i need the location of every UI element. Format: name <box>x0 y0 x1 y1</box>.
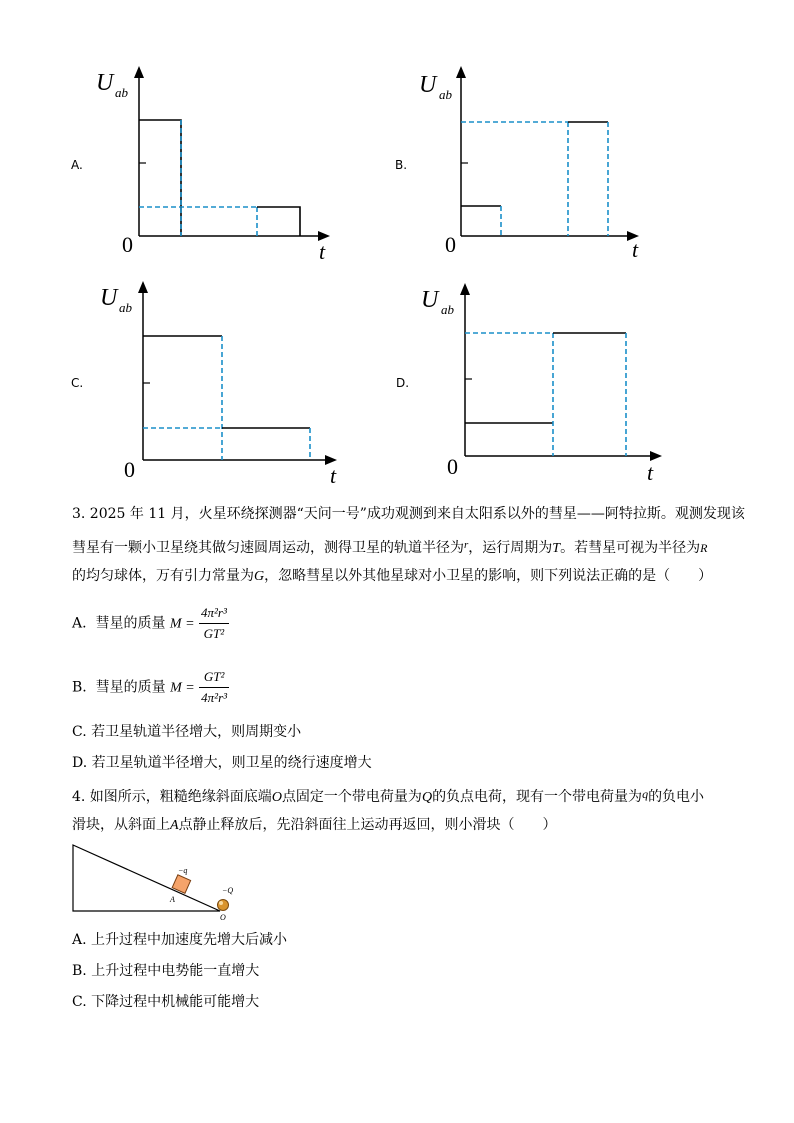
q4-option-b[interactable]: B. 上升过程中电势能一直增大 <box>72 963 260 979</box>
q3-option-a[interactable]: A. 彗星的质量 M = $\frac{\text{4π²r³}}{\text{GT²}}$ <box>72 603 229 644</box>
point-o-label: O <box>220 913 226 922</box>
fixed-charge-highlight <box>219 901 223 905</box>
y-axis-arrow <box>138 281 148 293</box>
graph-d <box>417 275 677 490</box>
origin-label: 0 <box>447 454 458 479</box>
origin-label: 0 <box>124 457 135 482</box>
origin-label: 0 <box>122 232 133 257</box>
q3-line-3: 的均匀球体，万有引力常量为G，忽略彗星以外其他星球对小卫星的影响，则下列说法正确的是（ ） <box>72 568 713 584</box>
y-axis-arrow <box>456 66 466 78</box>
graph-c <box>94 275 354 490</box>
y-axis-label-main: U <box>96 70 114 96</box>
fixed-charge <box>218 900 229 911</box>
y-axis-label-main: U <box>419 72 437 98</box>
point-a-label: A <box>170 895 175 904</box>
origin-label: 0 <box>445 232 456 257</box>
graph-a <box>90 60 350 270</box>
option-b-label: B. <box>395 158 408 172</box>
q4-option-a[interactable]: A. 上升过程中加速度先增大后减小 <box>72 932 288 948</box>
y-axis-label-main: U <box>100 285 118 311</box>
option-a-label: A. <box>71 158 83 172</box>
graph-b <box>413 60 673 270</box>
solid-segment-1 <box>139 120 181 236</box>
formula-fraction: $\frac{\text{4π²r³}}{\text{GT²}}$ <box>200 605 227 641</box>
y-axis-label-main: U <box>421 287 439 313</box>
option-c-label: C. <box>71 376 84 390</box>
x-axis-label: t <box>632 237 639 262</box>
x-axis-label: t <box>319 239 326 264</box>
formula-fraction: $\frac{\text{GT²}}{\text{4π²r³}}$ <box>201 669 228 705</box>
q3-line-1: 3. 2025 年 11 月，火星环绕探测器“天问一号”成功观测到来自太阳系以外的彗星——阿特拉斯。观测发现该 <box>72 506 745 522</box>
y-axis-label-sub: ab <box>115 85 128 100</box>
q3-option-b[interactable]: B. 彗星的质量 M = $\frac{\text{GT²}}{\text{4π²r³}}$ <box>72 667 229 708</box>
block-charge-label: −q <box>178 866 188 875</box>
q4-option-c[interactable]: C. 下降过程中机械能可能增大 <box>72 994 260 1010</box>
y-axis-label-sub: ab <box>119 300 132 315</box>
q4-line-2: 滑块，从斜面上A点静止释放后，先沿斜面往上运动再返回，则小滑块（ ） <box>72 817 557 833</box>
option-d-label: D. <box>396 376 410 390</box>
q3-line-2: 彗星有一颗小卫星绕其做匀速圆周运动，测得卫星的轨道半径为$^r$，运行周期为T。若彗星可视为半径为R <box>72 539 708 556</box>
solid-segment-2 <box>257 207 300 236</box>
fixed-charge-label: −Q <box>222 886 234 895</box>
x-axis-label: t <box>330 463 337 488</box>
q3-option-d[interactable]: D. 若卫星轨道半径增大，则卫星的绕行速度增大 <box>72 755 372 771</box>
y-axis-label-sub: ab <box>441 302 454 317</box>
incline <box>73 845 220 911</box>
y-axis-arrow <box>134 66 144 78</box>
y-axis-arrow <box>460 283 470 295</box>
y-axis-label-sub: ab <box>439 87 452 102</box>
q3-option-c[interactable]: C. 若卫星轨道半径增大，则周期变小 <box>72 724 302 740</box>
incline-figure <box>70 842 250 924</box>
q4-line-1: 4. 如图所示，粗糙绝缘斜面底端O点固定一个带电荷量为Q的负点电荷，现有一个带电荷量为q的负电小 <box>72 787 705 805</box>
x-axis-label: t <box>647 460 654 485</box>
